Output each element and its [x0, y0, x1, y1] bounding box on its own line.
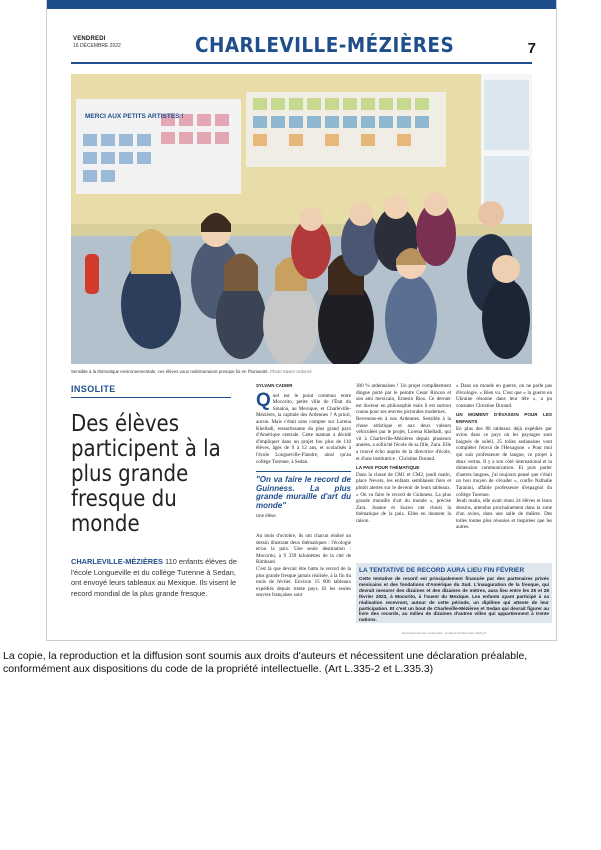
newspaper-page — [46, 0, 557, 641]
article-column-1 — [256, 383, 351, 599]
issue-day: VENDREDI — [73, 36, 106, 42]
article-kicker: INSOLITE — [71, 384, 116, 394]
info-box — [356, 563, 552, 623]
copyright-notice: La copie, la reproduction et la diffusion sont soumis aux droits d'auteurs et nécessitent une déclaration préalable, conformément aux dispositions du code de la propriété intellectuelle. (Art L.335-2 et L.335.3) — [3, 650, 528, 675]
issue-date: 16 DÉCEMBRE 2022 — [73, 43, 121, 49]
header-rule — [71, 62, 532, 64]
caption-text: Sensible à la thématique environnementale, ces élèves vous redémarraient presque foi en l'humanité. — [71, 369, 269, 374]
info-box-body: Cette tentative de record est principalement financée par des partenaires privés mexicains et des fondations d'Amérique du Sud. L'inauguration de la fresque, qui devrait mesurer des dizaines et des dizaines de mètres, aura lieu entre les 25 et 28 février 2023, à Mocorito, à l'ouest du Mexique. Les enfants ayant participé à sa réalisation recevront, autour de cette période, un diplôme qui atteste de leur participation. Et c'est un bout de Charleville-Mézières et Sedan qui devrait figurer au livre des records, au milieu de dizaines d'autres villes qui appartiennent à trente nations. — [359, 576, 549, 623]
pull-quote-source: Une élève — [256, 512, 276, 518]
col2-paragraph-2: Revenons-en à nos Ardennes. Sensible à la chose artistique et aux deux valeurs véhiculées par le projet, Lorena Khelladi, qui vit à Charleville-Mézières depuis plusieurs années, a sollicité l'école de sa fille, Zara. Elle a trouvé écho auprès de la directrice d'école, et d'une institutrice : Christine Durand. — [356, 415, 451, 462]
article-column-3 — [456, 383, 552, 531]
col3-paragraph-3: Jeudi matin, elle avait réuni 24 élèves et leurs dessins, attendus prochainement dans la zone d'un avion, dans une salle de théâtre. Des toiles toutes plus réussies et inspirées que les autres. — [456, 498, 552, 531]
section-title: CHARLEVILLE-MÉZIÈRES — [195, 33, 455, 57]
classroom-illustration — [71, 74, 532, 364]
col3-paragraph-1: « Dans un monde en guerre, on ne parle pas d'écologie. » Bien vu. C'est que « la guerre en Ukraine résonne dans leur tête », a pu constater Christine Durand. — [456, 383, 552, 409]
photo-credit: Photo Xavier Ardurné — [270, 369, 312, 374]
col1-paragraph-3: C'est là que devrait être battu le record de la plus grande fresque jamais réalisée, à la fin du mois de février. Environ 15 000 tableaux expédiés depuis trente pays. Et les seules œuvres françaises sont — [256, 566, 351, 599]
article-column-2 — [356, 383, 451, 524]
kicker-rule — [71, 397, 231, 398]
col3-paragraph-2: En plus des 86 tableaux déjà expédiés par avion dans ce pays où les paysages sont baignés de soleil, 25 toiles sedanaises vont compléter l'envoi de l'Hexagone. « Pour moi qui suis professeure de langue, ce projet à deux vertus. Il y a son côté international et la dimension communication. Et puis parler d'autres langues, j'ai toujours pensé que c'était un bon moyen de s'évader », confie Nathalie Taranini, affable professeure d'espagnol du collège Turenne. — [456, 425, 552, 498]
col1-paragraph-1: uel est le point commun entre Mocorito, petite ville de l'État du Sinaloa, au Mexique, et Charleville-Mézières, la capitale des Ardennes ? A priori, aucun. Mais c'était sans compter sur Lorena Khelladi, ressortissante du plus grand pays d'Amérique centrale. Cette maman a décidé d'impliquer dans un projet fou plus de 110 élèves, âgés de 9 à 12 ans, et scolarisés à l'école Longueville-Flandre, ainsi qu'au collège Turenne, à Sedan. — [256, 392, 351, 465]
board-text: MERCI AUX PETITS ARTISTES ! — [85, 113, 184, 120]
col1-paragraph-2: Au mois d'octobre, ils ont chacun réalisé un dessin illustrant deux thématiques : l'écologie et/ou la paix. Une seule destination : Mocorito, à 9 339 kilomètres de la cité de Rimbaud. — [256, 533, 351, 566]
info-box-title: LA TENTATIVE DE RECORD AURA LIEU FIN FÉVRIER — [359, 567, 525, 574]
drop-cap: Q — [256, 389, 271, 411]
article-headline: Des élèves participent à la plus grande fresque du monde — [71, 411, 221, 537]
col2-paragraph-3: Dans la classe de CM1 et CM2, jeudi matin, place Nevers, les enfants semblaient fiers et plutôt alertes sur le devenir de leurs tableaux. « On va faire le record de Guinness. La plus grande muraille d'art du monde », précise Zara. Joanne et Suzon ont choisi la thématique de la paix. Elles en donnent la raison. — [356, 471, 451, 524]
lead-text: 110 enfants élèves de l'école Longueville et du collège Turenne à Sedan, ont envoyé leurs tableaux au Mexique. Ils visent le record mondial de la plus grande fresque. — [71, 557, 237, 598]
top-color-bar — [47, 0, 556, 9]
article-byline: SYLVAIN CADIER — [256, 383, 293, 388]
lead-place: CHARLEVILLE-MÉZIÈRES — [71, 557, 163, 566]
col2-paragraph-1: 300 % ardennaises ! Un projet complètement dingue porté par le peintre Cesar Rincon et son ami mexicain, Ernesto Rios. Ce dernier est docteur en philosophie mais il est surtout connu pour ses œuvres picturales modernes. — [356, 383, 451, 416]
page-number: 7 — [527, 40, 536, 57]
col2-subheading: LA PAIX POUR THÉMATIQUE — [356, 465, 420, 471]
photo-caption — [71, 369, 312, 374]
article-lead — [71, 557, 241, 599]
print-note: Document issu de L'ardennais · vendredi 16 décembre 2022 p7 — [402, 631, 487, 635]
pull-quote: "On va faire le record de Guinness. La plus grande muraille d'art du monde" — [256, 471, 351, 510]
col3-subheading: UN MOMENT D'ÉVASION POUR LES ENFANTS — [456, 412, 552, 424]
classroom-photo — [71, 74, 532, 364]
